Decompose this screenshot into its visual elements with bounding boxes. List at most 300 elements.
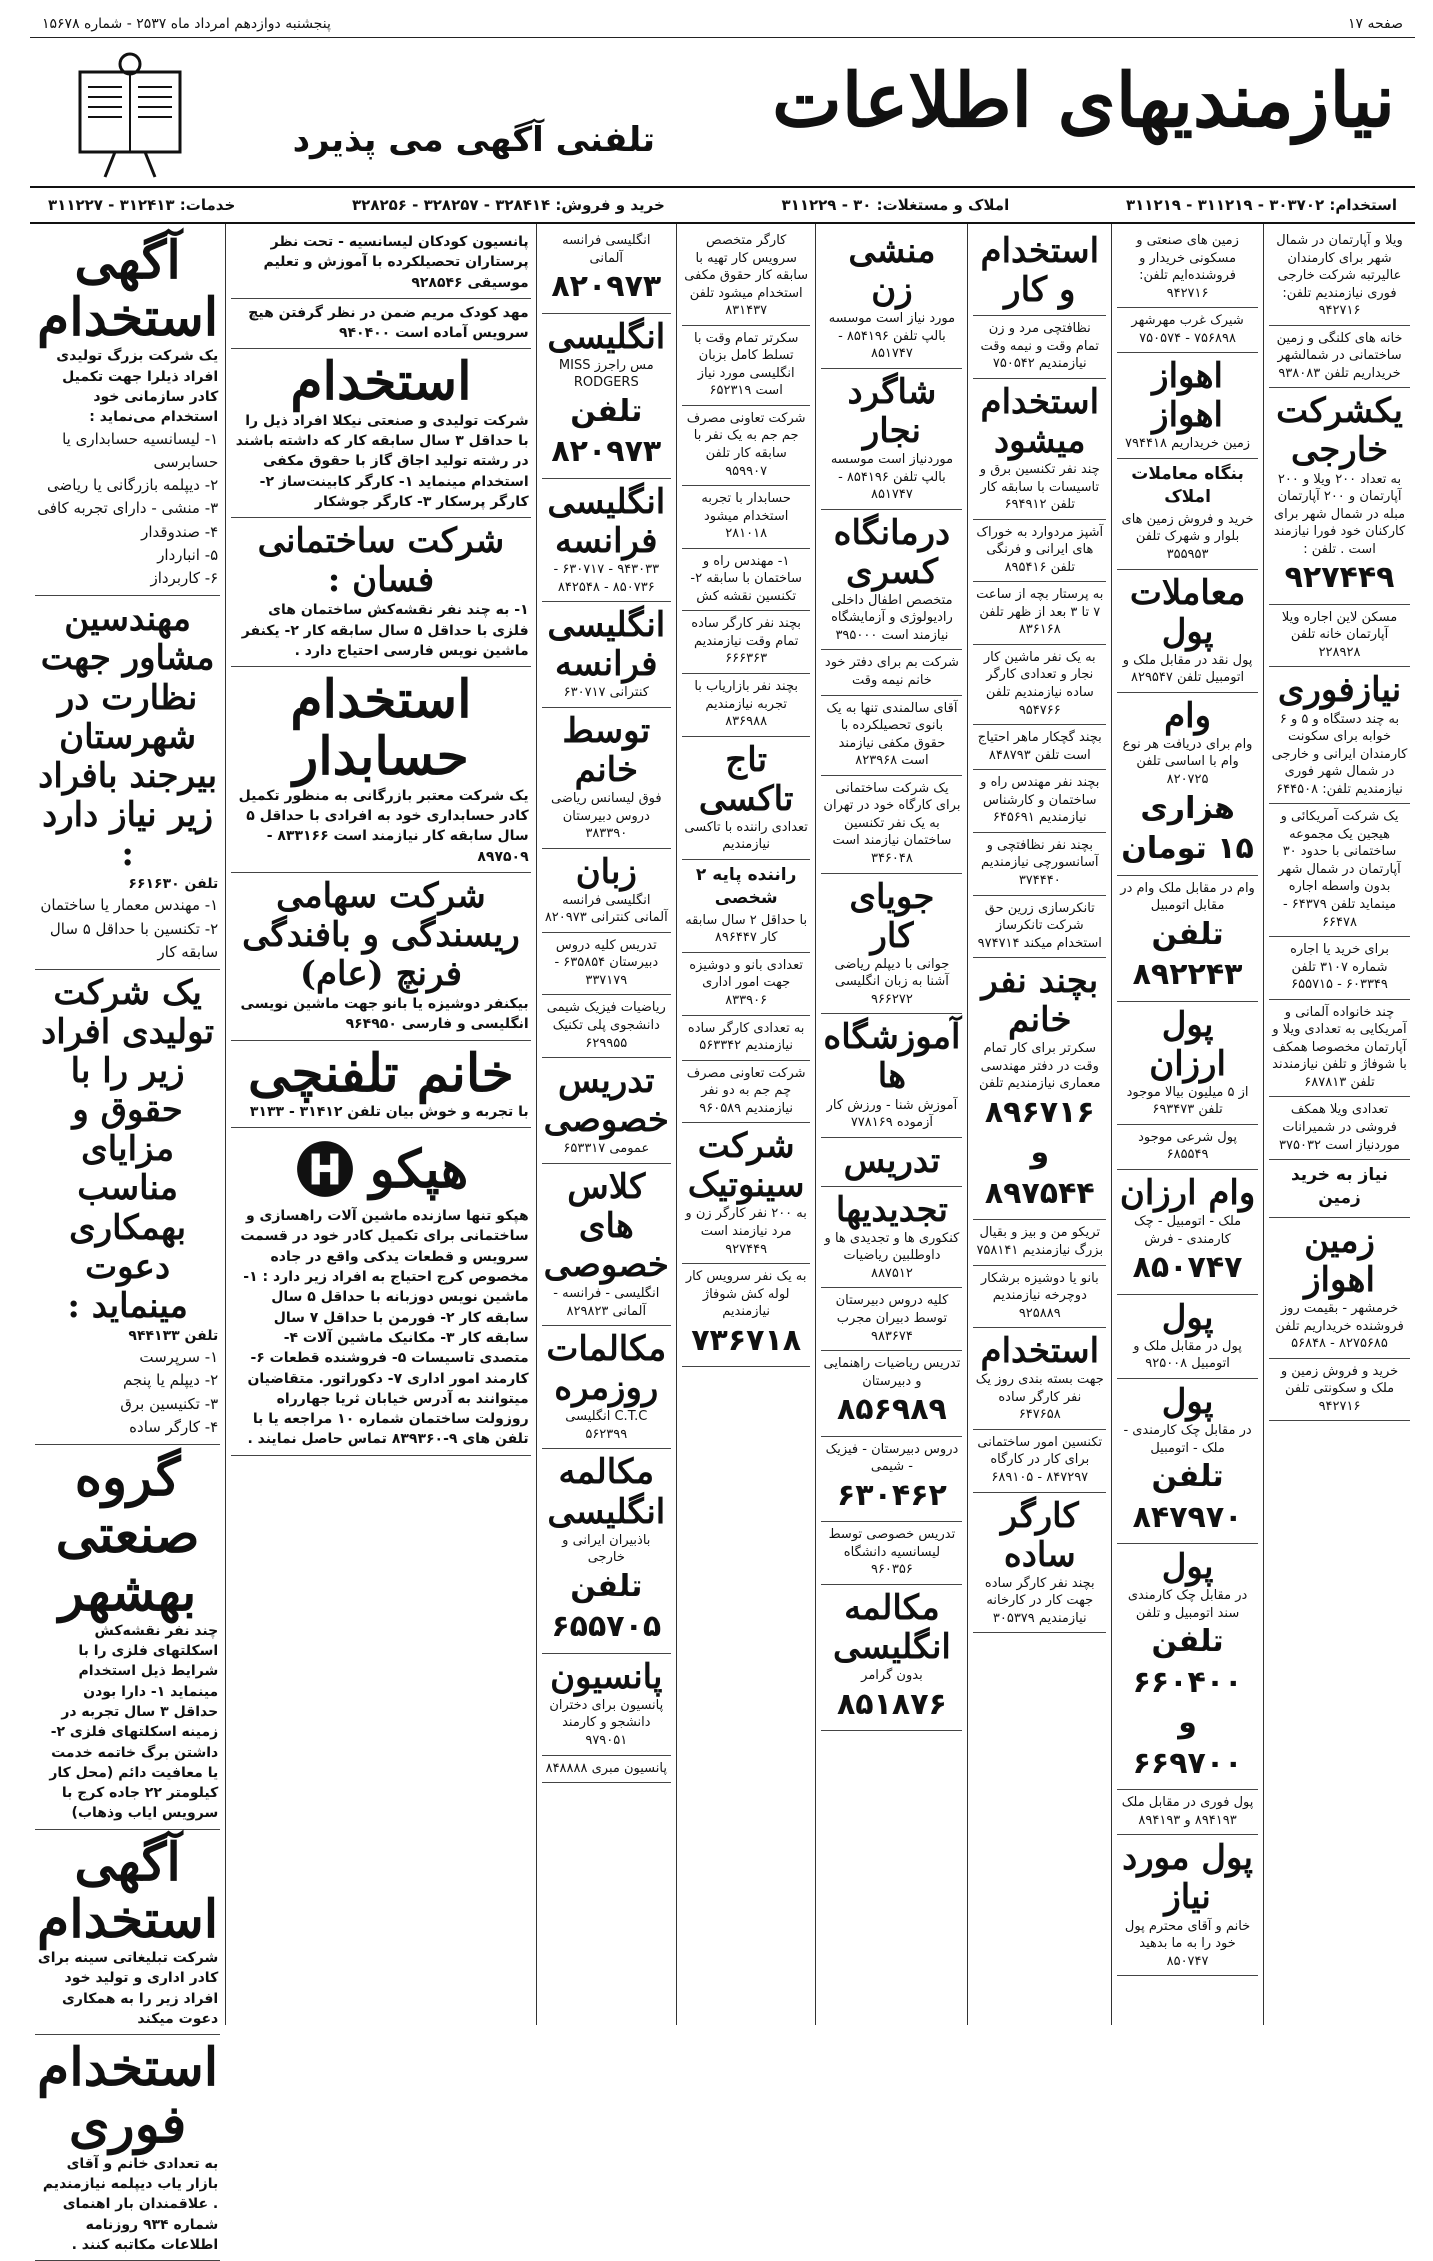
ad-heading: مهندسین مشاور جهت نظارت در شهرستان بیرجند بافراد زیر نیاز دارد : (38, 599, 218, 874)
classified-columns (30, 224, 1415, 2253)
classified-ad (35, 596, 220, 970)
ad-text: تعدادی بانو و دوشیزه جهت امور اداری ۸۳۳۹۰۶ (689, 957, 804, 1009)
ad-phone: تلفن ۶۶۰۴۰۰ و ۶۶۹۷۰۰ (1132, 1624, 1243, 1781)
classified-ad (821, 1138, 962, 1187)
ad-phone: هزاری ۱۵ تومان (1121, 790, 1254, 867)
ad-text: خرید و فروش زمین و ملک و سکونتی تلفن ۹۴۲۷۱۶ (1280, 1363, 1399, 1414)
ad-text: به ۲۰۰ نفر کارگر زن و مرد نیازمند است ۹۲۷۴۴۹ (685, 1206, 807, 1257)
column-employment-b (676, 224, 815, 2025)
ad-list (37, 894, 218, 964)
ad-text: ملک - اتومبیل - چک کارمندی - فرش (1134, 1214, 1242, 1247)
ad-text: تانکرسازی زرین حق شرکت تانکرساز استخدام میکند ۹۷۴۷۱۴ (977, 900, 1102, 951)
classified-ad (1269, 804, 1410, 937)
classified-ad (231, 349, 530, 518)
ad-text: باذبیران ایرانی و خارجی (562, 1532, 651, 1566)
classified-ad (542, 314, 671, 479)
ad-text: به یک نفر ماشین کار نجار و تعدادی کارگر ساده نیازمندیم تلفن ۹۵۴۷۶۶ (983, 649, 1096, 718)
ad-heading: خانم تلفنچی (248, 1042, 514, 1104)
ad-text: شرکت بم برای دفتر خود خانم نیمه وقت (824, 655, 959, 689)
classified-ad (1269, 228, 1410, 326)
ad-heading: نیاز به خرید زمین (1290, 1165, 1389, 1209)
ad-heading: درمانگاه کسری (833, 512, 951, 592)
masthead (30, 38, 1415, 188)
ad-list (37, 428, 218, 591)
ad-text: ۱- به چند نفر نقشه‌کش ساختمان های فلزی با حداقل ۵ سال سابقه کار ۲- یکنفر ماشین نویس فارسی احتیاج دارد . (241, 602, 529, 659)
ad-heading: انگلیسی فرانسه (547, 481, 666, 561)
ad-heading: کارگر ساده (1000, 1495, 1079, 1575)
ad-text: انگلیسی فرانسه آلمانی (562, 233, 651, 266)
issue-date: پنجشنبه دوازدهم امرداد ماه ۲۵۳۷ - شماره ۱۵۶۷۸ (42, 15, 331, 32)
ad-text: نظافتچی مرد و زن تمام وقت و نیمه وقت نیازمندیم ۷۵۰۵۴۲ (980, 321, 1100, 372)
ad-phone: تلفن ۶۵۵۷۰۵ (551, 1568, 662, 1645)
ad-heading: زبان (575, 851, 637, 892)
ad-heading: پول (1161, 1547, 1214, 1588)
ad-phone: ۸۹۶۷۱۶ و ۸۹۷۵۴۴ (984, 1094, 1095, 1211)
classified-ad (1269, 1218, 1410, 1359)
ad-text: پول در مقابل ملک و اتومبیل ۹۲۵۰۰۸ (1133, 1338, 1242, 1372)
ad-text: تدریس خصوصی توسط لیسانسیه دانشگاه ۹۶۰۳۵۶ (828, 1527, 956, 1578)
ad-heading: یک شرکت تولیدی افراد زیر را با حقوق و مزایای مناسب بهمکاری دعوت مینماید : (41, 973, 215, 1326)
classified-ad (682, 611, 810, 674)
classified-ad (973, 896, 1106, 959)
ad-text: پول نقد در مقابل ملک و اتومبیل تلفن ۸۲۹۵۴۷ (1122, 652, 1253, 686)
ad-heading: راننده پایه ۲ شخصی (695, 864, 797, 908)
ad-list-item: ۲- دیپلمه بازرگانی یا ریاضی (47, 476, 219, 495)
ad-heading: مکالمه انگلیسی (547, 1452, 666, 1532)
ad-text: شیرک غرب مهرشهر ۷۵۶۸۹۸ - ۷۵۰۵۷۴ (1131, 313, 1244, 346)
classified-ad (35, 970, 220, 1445)
ad-text: یک شرکت معتبر بازرگانی به منظور تکمیل کادر حسابداری خود به افرادی با حداقل ۵ سال سابقه کار نیازمند است ۸۳۳۱۶۶ - ۸۹۷۵۰۹ (238, 787, 529, 865)
ad-list-item: ۳- تکنیسین برق (120, 1394, 219, 1413)
ad-heading: پول (1161, 1297, 1214, 1338)
classified-ad (1269, 937, 1410, 1000)
classified-ad (1117, 1002, 1258, 1125)
ad-heading: استخدام میشود (980, 381, 1100, 461)
ad-heading: مکالمه انگلیسی (832, 1587, 951, 1667)
classified-ad (1117, 308, 1258, 353)
classified-ad (1117, 1125, 1258, 1170)
ad-text: آشپز مردوارد به خوراک های ایرانی و فرنگی تلفن ۸۹۵۴۱۶ (976, 524, 1104, 575)
classified-ad (1269, 605, 1410, 668)
ad-list (37, 1346, 218, 1439)
classified-ad (682, 674, 810, 737)
masthead-title: نیازمندیهای اطلاعات (772, 58, 1395, 144)
ad-phone: ۷۳۶۷۱۸ (691, 1322, 802, 1358)
ad-heading: پول ارزان (1149, 1004, 1226, 1084)
classified-ad (682, 1061, 810, 1124)
ad-heading: استخدام حسابدار (290, 669, 472, 788)
page-number: صفحه ۱۷ (1347, 15, 1403, 32)
ad-heading: بنگاه معاملات املاک (1131, 464, 1244, 507)
column-languages (536, 224, 676, 2025)
ad-text: جوانی با دیپلم ریاضی آشنا به زبان انگلیسی ۹۶۶۲۷۲ (834, 956, 950, 1007)
classified-ad (973, 645, 1106, 725)
classified-ad (1117, 693, 1258, 876)
classified-ad (821, 1522, 962, 1585)
ad-text: آموزش شنا - ورزش کار آزموده ۷۷۸۱۶۹ (826, 1097, 958, 1131)
masthead-subtitle: تلفنی آگهی می پذیرد (292, 120, 655, 160)
classified-ad (821, 510, 962, 651)
ad-text: مورد نیاز است موسسه بالپ تلفن ۸۵۴۱۹۶ - ۸۵۱۷۴۷ (828, 311, 956, 362)
classified-ad (682, 1264, 810, 1367)
ad-text: انگلیسی فرانسه آلمانی کنترانی ۸۲۰۹۷۳ (544, 892, 668, 926)
classified-ad (821, 874, 962, 1015)
classified-ad (973, 1266, 1106, 1329)
ad-text: ۱- مهندس راه و ساختمان با سابقه ۲- تکنسین نقشه کش (690, 553, 802, 604)
ad-text: خانم و آقای محترم پول خود را به ما بدهید ۸۵۰۷۴۷ (1124, 1918, 1251, 1969)
classified-ad (821, 228, 962, 369)
ad-text: تعدادی راننده با تاکسی نیازمندیم (684, 819, 808, 853)
classified-ad (542, 1164, 671, 1326)
classified-ad (821, 1187, 962, 1289)
ad-text: شرکت تعاونی مصرف جم جم به یک نفر با سابقه کار تلفن ۹۵۹۹۰۷ (686, 410, 806, 479)
ad-phone: ۶۳۰۴۶۲ (836, 1477, 947, 1513)
classified-ad (973, 1220, 1106, 1265)
classified-ad (542, 708, 671, 849)
classified-ad (973, 316, 1106, 379)
classified-ad (1117, 228, 1258, 308)
ad-text: به تعدادی خانم و آقای بازار یاب دیپلمه نیازمندیم . علاقمندان بار اهنمای شماره ۹۳۴ روزنامه اطلاعات مکاتبه کنند . (42, 2155, 219, 2253)
ad-text: کارگر متخصص سرویس کار تهیه با سابقه کار حقوق مکفی استخدام میشود تلفن ۸۳۱۴۳۷ (684, 233, 809, 319)
ad-text: متخصص اطفال داخلی رادیولوژی و آزمایشگاه نیازمند است ۳۹۵۰۰۰ (831, 592, 953, 643)
classified-ad (35, 1830, 220, 2036)
classified-ad (1269, 388, 1410, 604)
ad-text: به تعدادی کارگر ساده نیازمندیم ۵۶۳۳۴۲ (687, 1020, 805, 1054)
hepco-logo-row (233, 1138, 528, 1200)
classified-ad (1269, 1359, 1410, 1422)
ad-text: به پرستار بچه از ساعت ۷ تا ۳ بعد از ظهر تلفن ۸۳۶۱۶۸ (976, 587, 1104, 638)
ad-text: بچند گچکار ماهر احتیاج است تلفن ۸۴۸۷۹۳ (977, 730, 1102, 763)
ad-text: بچند نفر بازاریاب با تجربه نیازمندیم ۸۳۶۹۸۸ (694, 679, 798, 730)
ad-text: تلفن ۶۶۱۶۳۰ (128, 875, 219, 892)
classified-ad (1117, 1295, 1258, 1379)
ad-heading: استخدام و کار (980, 231, 1100, 311)
classified-ad (542, 933, 671, 996)
ad-heading: آگهی استخدام (37, 230, 219, 349)
ad-phone: ۸۵۱۸۷۶ (836, 1686, 947, 1722)
ad-heading: تدریس خصوصی (543, 1061, 669, 1141)
ad-list-item: ۶- کاربرداز (150, 569, 219, 588)
ad-text: وام برای دریافت هر نوع وام با اساسی تلفن ۸۲۰۷۲۵ (1122, 736, 1253, 787)
ad-heading: کلاس های خصوصی (543, 1166, 669, 1286)
column-recruitment (30, 224, 225, 2253)
employment-phones: استخدام: ۳۰۳۷۰۲ - ۳۱۱۲۱۹ - ۳۱۱۲۱۹ (1125, 196, 1397, 214)
classified-ad (1117, 570, 1258, 693)
ad-text: از ۵ میلیون بیالا موجود تلفن ۶۹۳۴۷۳ (1126, 1084, 1249, 1118)
ad-text: بیکنفر دوشیزه یا بانو جهت ماشین نویسی انگلیسی و فارسی ۹۶۴۹۵۰ (240, 996, 529, 1033)
ad-text: بچند نفر کارگر ساده تمام وقت نیازمندیم ۶۶۶۳۶۳ (691, 616, 802, 667)
classified-ad (1269, 1160, 1410, 1218)
ad-phone: ۸۵۰۷۴۷ (1132, 1250, 1243, 1286)
ad-phone: تلفن ۸۹۲۲۴۳ (1132, 916, 1243, 993)
classified-ad (973, 582, 1106, 645)
ad-text: شرکت تولیدی و صنعتی نیکلا افراد ذیل را با حداقل ۳ سال سابقه کار که داشته باشند در رشته تولید اجاق گاز با حقوق مکفی استخدام مینماید ۱- کارگر کابینت‌ساز ۲- کارگر پرسکار ۳- کارگر جوشکار (235, 412, 529, 510)
ad-text: پانسیون برای دختران دانشجو و کارمند ۹۷۹۰۵۱ (549, 1697, 664, 1748)
classified-ad (231, 1041, 530, 1128)
classified-ad (1117, 1379, 1258, 1544)
ad-text: شرکت تعاونی مصرف چم جم به دو نفر نیازمندیم ۹۶۰۵۸۹ (686, 1065, 806, 1116)
ad-text: دروس دبیرستان - فیزیک - شیمی (825, 1441, 959, 1475)
ad-phone: ۸۲۰۹۷۳ (551, 269, 662, 305)
classified-ad (542, 1654, 671, 1756)
ad-text: مسکن لاین اجاره ویلا آپارتمان خانه تلفن ۲۲۸۹۲۸ (1281, 609, 1398, 660)
classified-ad (973, 958, 1106, 1220)
ad-text: به یک نفر سرویس کار لوله کش شوفاژ نیازمندیم (685, 1269, 807, 1320)
classified-ad (682, 326, 810, 406)
classified-ad (821, 776, 962, 874)
ad-text: تکنسین امور ساختمانی برای کار در کارگاه ۸۴۷۲۹۷ - ۶۸۹۱۰۵ (977, 1434, 1103, 1486)
ad-heading: نیازفوری (1277, 670, 1402, 711)
ad-text: مهد کودک مریم ضمن در نظر گرفتن هیچ سرویس آماده است ۹۴۰۴۰۰ (248, 304, 529, 342)
classified-ad (821, 696, 962, 776)
ad-text: عمومی ۶۵۳۳۱۷ (563, 1141, 650, 1157)
ad-text: کلیه دروس دبیرستان توسط دبیران مجرب ۹۸۳۶۷۴ (835, 1293, 949, 1344)
ad-text: کنکوری ها و تجدیدی ها و داوطلبین ریاضیات ۸۸۷۵۱۲ (824, 1230, 960, 1281)
classified-ad (542, 995, 671, 1058)
ad-heading: پانسیون (550, 1656, 663, 1697)
ad-text: با حداقل ۲ سال سابقه کار ۸۹۶۴۴۷ (685, 912, 808, 946)
ad-heading: انگلیسی فرانسه (547, 605, 666, 685)
classified-ad (1269, 667, 1410, 804)
ad-text: در مقابل چک کارمندی سند اتومبیل و تلفن (1127, 1588, 1248, 1621)
ad-heading: توسط خانم (562, 710, 651, 790)
classified-ad (542, 228, 671, 314)
newspaper-reader-illustration-icon (60, 52, 200, 182)
classified-ad (1269, 1000, 1410, 1098)
ad-text: تلفن ۹۴۴۱۳۳ (128, 1327, 219, 1344)
ad-heading: اهواز اهواز (1152, 356, 1223, 436)
classified-ad (231, 1128, 530, 1456)
ad-phone: تلفن ۸۴۷۹۷۰ (1132, 1459, 1243, 1535)
classified-ad (542, 1449, 671, 1653)
classified-ad (973, 379, 1106, 520)
classified-ad (682, 406, 810, 486)
phone-directory-bar (30, 188, 1415, 224)
ad-heading: تدریس (843, 1140, 941, 1181)
trade-phones: خرید و فروش: ۳۲۸۴۱۴ - ۳۲۸۲۵۷ - ۳۲۸۲۵۶ (352, 196, 665, 214)
classified-ad (231, 299, 530, 350)
classified-ad (231, 518, 530, 667)
ad-phone: ۸۵۶۹۸۹ (836, 1392, 947, 1428)
ad-list-item: ۴- کارگر ساده (129, 1417, 219, 1436)
ad-text: با تجربه و خوش بیان تلفن ۳۱۴۱۲ - ۳۱۳۳ (249, 1103, 529, 1120)
classified-ad (35, 228, 220, 596)
ad-text: بچند نفر مهندس راه و ساختمان و کارشناس نیازمندیم ۶۴۵۶۹۱ (980, 775, 1100, 826)
ad-heading: تاج تاکسی (698, 739, 794, 819)
classified-ad (1269, 1097, 1410, 1160)
classified-ad (682, 953, 810, 1016)
classified-ad (1117, 1790, 1258, 1835)
column-loans (1111, 224, 1263, 2025)
classified-ad (973, 725, 1106, 770)
ad-list-item: ۲- تکنسین با حداقل ۵ سال سابقه کار (49, 919, 219, 961)
ad-text: چند نفر نقشه‌کش اسکلتهای فلزی را با شرایط ذیل استخدام مینماید ۱- دارا بودن حداقل ۳ سال تجربه در زمینه اسکلتهای فلزی ۲- داشتن برگ خاتمه خدمت یا معافیت دائم (محل کار کیلومتر ۲۲ جاده کرج با سرویس ایاب وذهاب) (49, 1622, 219, 1822)
ad-text: پول فوری در مقابل ملک ۸۹۴۱۹۳ و ۸۹۴۱۹۳ (1121, 1795, 1254, 1828)
classified-ad (1117, 353, 1258, 459)
column-tutoring (815, 224, 967, 2025)
ad-heading: مکالمات روزمره (546, 1329, 667, 1409)
ad-text: تدریس ریاضیات راهنمایی و دبیرستان (823, 1356, 961, 1389)
ad-heading: آموزشگاه ها (823, 1017, 961, 1097)
ad-heading: استخدام (290, 351, 472, 413)
classified-ad (542, 602, 671, 708)
ad-text: بچند نفر کارگر ساده جهت کار در کارخانه نیازمندیم ۳۰۵۳۷۹ (984, 1575, 1095, 1626)
ad-phone: تلفن ۸۲۰۹۷۳ (551, 393, 662, 470)
ad-text: در مقابل چک کارمندی - ملک - اتومبیل (1123, 1422, 1252, 1456)
classified-ad (973, 1430, 1106, 1493)
classified-ad (542, 849, 671, 933)
ad-heading: انگلیسی (547, 316, 666, 357)
ad-heading: جویای کار (849, 876, 935, 956)
classified-ad (821, 650, 962, 695)
ad-list-item: ۲- دیپلم یا پنجم (122, 1371, 219, 1390)
classified-ad (682, 486, 810, 549)
column-employment-a (967, 224, 1111, 2025)
classified-ad (542, 1326, 671, 1449)
ad-heading: آگهی استخدام (37, 1831, 219, 1950)
ad-text: ۹۴۳۰۳۳ - ۶۳۰۷۱۷ - ۸۵۰۷۳۶ - ۸۴۲۵۴۸ (553, 561, 660, 595)
classified-ad (231, 873, 530, 1041)
classified-ad (35, 2035, 220, 2261)
ad-text: فوق لیسانس ریاضی دروس دبیرستان ۳۸۳۳۹۰ (550, 790, 662, 842)
ad-text: کنترانی ۶۳۰۷۱۷ (563, 685, 649, 701)
ad-text: به تعداد ۲۰۰ ویلا و ۲۰۰ آپارتمان و ۲۰۰ آپارتمان مبله در شمال شهر برای کارکنان خود فورا نیازمند است . تلفن : (1273, 471, 1406, 557)
ad-heading: استخدام فوری (37, 2037, 219, 2156)
ad-text: تدریس کلیه دروس دبیرستان ۶۳۵۸۵۴ - ۳۳۷۱۷۹ (554, 937, 659, 988)
classified-ad (1117, 1544, 1258, 1790)
classified-ad (973, 770, 1106, 833)
ad-heading: هپکو (369, 1138, 469, 1200)
ad-text: C.T.C انگلیسی ۵۶۲۳۹۹ (565, 1409, 648, 1442)
ad-text: بانو یا دوشیزه برشکار دوچرخه نیازمندیم ۹۲۵۸۸۹ (980, 1270, 1099, 1321)
classified-ad (682, 737, 810, 860)
ad-text: پول شرعی موجود ۶۸۵۵۴۹ (1138, 1129, 1238, 1163)
classified-ad (973, 228, 1106, 316)
ad-heading: استخدام (980, 1331, 1100, 1372)
ad-text: وام در مقابل ملک وام در مقابل اتومبیل (1120, 880, 1255, 914)
property-phones: املاک و مستغلات: ۳۰ - ۳۱۱۲۲۹ (781, 196, 1010, 214)
ad-heading: وام ارزان (1119, 1173, 1256, 1214)
ad-heading: پول (1161, 1381, 1214, 1422)
ad-text: شرکت تبلیغاتی سینه برای کادر اداری و تولید خود افراد زیر را به همکاری دعوت میکند (37, 1950, 219, 2027)
ad-text: هپکو تنها سازنده ماشین آلات راهسازی و ساختمانی برای تکمیل کادر خود در قسمت سرویس و قطعات یدکی واقع در جاده مخصوص کرج احتیاج به افراد زیر دارد : ۱- ماشین نویس دوزبانه با حداقل ۵ سال سابقه کار ۲- فورمن با حداقل ۷ سال سابقه کار ۳- مکانیک ماشین آلات ۴- متصدی تاسیسات ۵- فروشنده قطعات ۶- کارمند امور اداری ۷- دکوراتور. متقاضیان میتوانند به آدرس خیابان ثریا جهارراه روزولت ساختمان شماره ۱۰ مراجعه یا با تلفن های ۹-۸۳۹۳۶۰ تماس حاصل نمایند . (240, 1208, 529, 1448)
classified-ad (973, 833, 1106, 896)
classified-ad (231, 667, 530, 873)
ad-heading: گروه صنعتی بهشهر (55, 1447, 200, 1623)
ad-text: ویلا و آپارتمان در شمال شهر برای کارمندان عالیرتبه شرکت خارجی فوری نیازمندیم تلفن: ۹۴۲۷۱۶ (1276, 233, 1403, 319)
ad-text: تعدادی ویلا همکف فروشی در شمیرانات موردنیاز است ۳۷۵۰۳۲ (1279, 1102, 1400, 1153)
classified-ad (542, 1058, 671, 1164)
ad-text: زمین خریداریم ۷۹۴۴۱۸ (1125, 436, 1251, 452)
ad-list-item: ۱- مهندس معمار یا ساختمان (40, 896, 219, 915)
classified-ad (821, 1351, 962, 1437)
classified-ad (1117, 876, 1258, 1002)
classified-ad (1269, 326, 1410, 389)
ad-list-item: ۵- انباردار (157, 545, 219, 564)
ad-text: سکرتر تمام وقت با تسلط کامل بزبان انگلیسی مورد نیاز است ۶۵۲۳۱۹ (693, 330, 799, 399)
ad-text: مس راجرز MISS RODGERS (558, 357, 654, 391)
ad-text: برای خرید یا اجاره شماره ۳۱۰۷ تلفن ۶۰۳۳۴۹ - ۶۵۵۷۱۵ (1290, 942, 1389, 993)
ad-list-item: ۳- منشی - دارای تجربه کافی (37, 499, 219, 518)
ad-text: یک شرکت بزرگ تولیدی افراد ذیلرا جهت تکمیل کادر سازمانی خود استخدام می‌نماید : (56, 348, 219, 426)
ad-heading: شرکت سهامی ریسندگی و بافندگی فرنچ (عام) (242, 875, 520, 994)
ad-heading: شاگرد نجار (847, 371, 937, 451)
ad-text: پانسیون مبری ۸۴۸۸۸۸ (545, 1760, 667, 1776)
classified-ad (542, 479, 671, 602)
ad-text: زمین های صنعتی و مسکونی خریدار و فروشنده‌ایم تلفن: ۹۴۲۷۱۶ (1136, 233, 1239, 301)
classified-ad (973, 520, 1106, 583)
ad-heading: شرکت ساختمانی فسان : (257, 521, 505, 601)
classified-ad (821, 1437, 962, 1523)
column-large-ads (225, 224, 535, 2025)
ad-heading: منشی زن (848, 231, 936, 311)
classified-ad (682, 1123, 810, 1264)
ad-text: بچند نفر نظافتچی و آسانسورچی نیازمندیم ۳۷۴۴۴۰ (981, 837, 1099, 888)
classified-ad (1117, 1835, 1258, 1976)
ad-text: به چند دستگاه و ۵ و ۶ خوابه برای سکونت کارمندان ایرانی و خارجی در شمال شهر فوری نیازمندیم تلفن: ۶۴۴۵۰۸ (1271, 711, 1408, 797)
services-phones: خدمات: ۳۱۲۴۱۳ - ۳۱۱۲۲۷ (48, 196, 236, 214)
classified-ad (1117, 1170, 1258, 1295)
classified-ad (682, 228, 810, 326)
ad-text: جهت بسته بندی روز یک نفر کارگر ساده ۶۴۷۶۵۸ (975, 1372, 1104, 1423)
ad-text: یک شرکت ساختمانی برای کارگاه خود در تهران به یک نفر تکنسین ساختمان نیازمند است ۳۴۶۰۴۸ (823, 780, 961, 866)
ad-heading: وام (1164, 695, 1212, 736)
classified-ad (682, 1016, 810, 1061)
ad-list-item: ۴- صندوقدار (141, 522, 219, 541)
ad-heading: زمین اهواز (1304, 1220, 1375, 1301)
classified-ad (973, 1328, 1106, 1430)
ad-list-item: ۱- سرپرست (139, 1348, 219, 1367)
classified-ad (542, 1756, 671, 1784)
dateline (30, 10, 1415, 38)
classified-ad (682, 860, 810, 953)
classified-ad (682, 549, 810, 612)
ad-text: چند خانواده آلمانی و آمریکایی به تعدادی ویلا و آپارتمان مخصوصا همکف با شوفاژ و تلفن نیازمندند تلفن ۶۸۷۸۱۳ (1272, 1004, 1407, 1090)
ad-text: خرید و فروش زمین های بلوار و شهرک تلفن ۳۵۵۹۵۳ (1121, 511, 1254, 562)
ad-text: حسابدار با تجربه استخدام میشود ۲۸۱۰۱۸ (701, 491, 791, 542)
ad-heading: تجدیدیها (835, 1189, 948, 1230)
ad-text: انگلیسی - فرانسه - آلمانی ۸۲۹۸۲۳ (553, 1286, 660, 1319)
classified-ad (821, 1014, 962, 1137)
ad-text: موردنیاز است موسسه بالپ تلفن ۸۵۴۱۹۶ - ۸۵۱۷۴۷ (830, 452, 954, 503)
classified-ad (35, 1445, 220, 1830)
ad-heading: معاملات پول (1129, 572, 1246, 652)
classified-ad (821, 1585, 962, 1731)
classified-ad (1117, 459, 1258, 570)
classified-ad (973, 1493, 1106, 1634)
ad-text: چند نفر تکنسین برق و تاسیسات با سابقه کار تلفن ۶۹۴۹۱۲ (979, 462, 1100, 513)
ad-list-item: ۱- لیسانسیه حسابداری یا حسابرسی (62, 429, 219, 471)
classified-ad (821, 369, 962, 510)
column-real-estate (1263, 224, 1415, 2025)
ad-heading: یکشرکت خارجی (1276, 391, 1403, 471)
ad-text: یک شرکت آمریکائی و هیجین یک مجموعه ساختمانی با حدود ۳۰ آپارتمان در شمال شهر بدون واسطه اجاره مینماید تلفن ۶۴۳۷۹ - ۶۶۴۷۸ (1278, 809, 1401, 930)
ad-text: خرمشهر - بقیمت روز فروشنده خریداریم تلفن ۸۲۷۵۶۸۵ - ۵۶۸۴۸ (1275, 1301, 1404, 1352)
hepco-logo-icon (294, 1138, 356, 1200)
ad-text: پانسیون کودکان لیسانسیه - تحت نظر پرستاران تحصیلکرده با آموزش و تعلیم موسیقی ۹۲۸۵۴۶ (263, 234, 529, 291)
ad-heading: شرکت سینوتیک (687, 1126, 805, 1206)
ad-heading: پول مورد نیاز (1122, 1838, 1254, 1918)
ad-text: بدون گرامر (861, 1668, 923, 1684)
ad-text: آقای سالمندی تنها به یک بانوی تحصیلکرده با حقوق مکفی نیازمند است ۸۲۳۹۶۸ (826, 700, 958, 769)
ad-heading: بچند نفر خانم (981, 961, 1099, 1041)
ad-text: ریاضیات فیزیک شیمی دانشجوی پلی تکنیک ۶۲۹۹۵۵ (546, 1000, 666, 1051)
ad-text: خانه های کلنگی و زمین ساختمانی در شمالشهر خریداریم تلفن ۹۳۸۰۸۳ (1276, 330, 1403, 381)
ad-text: سکرتر برای کار تمام وقت در دفتر مهندسی معماری نیازمندیم تلفن (978, 1041, 1101, 1092)
classified-ad (231, 228, 530, 299)
ad-phone: ۹۲۷۴۴۹ (1284, 560, 1395, 596)
classified-ad (821, 1288, 962, 1351)
